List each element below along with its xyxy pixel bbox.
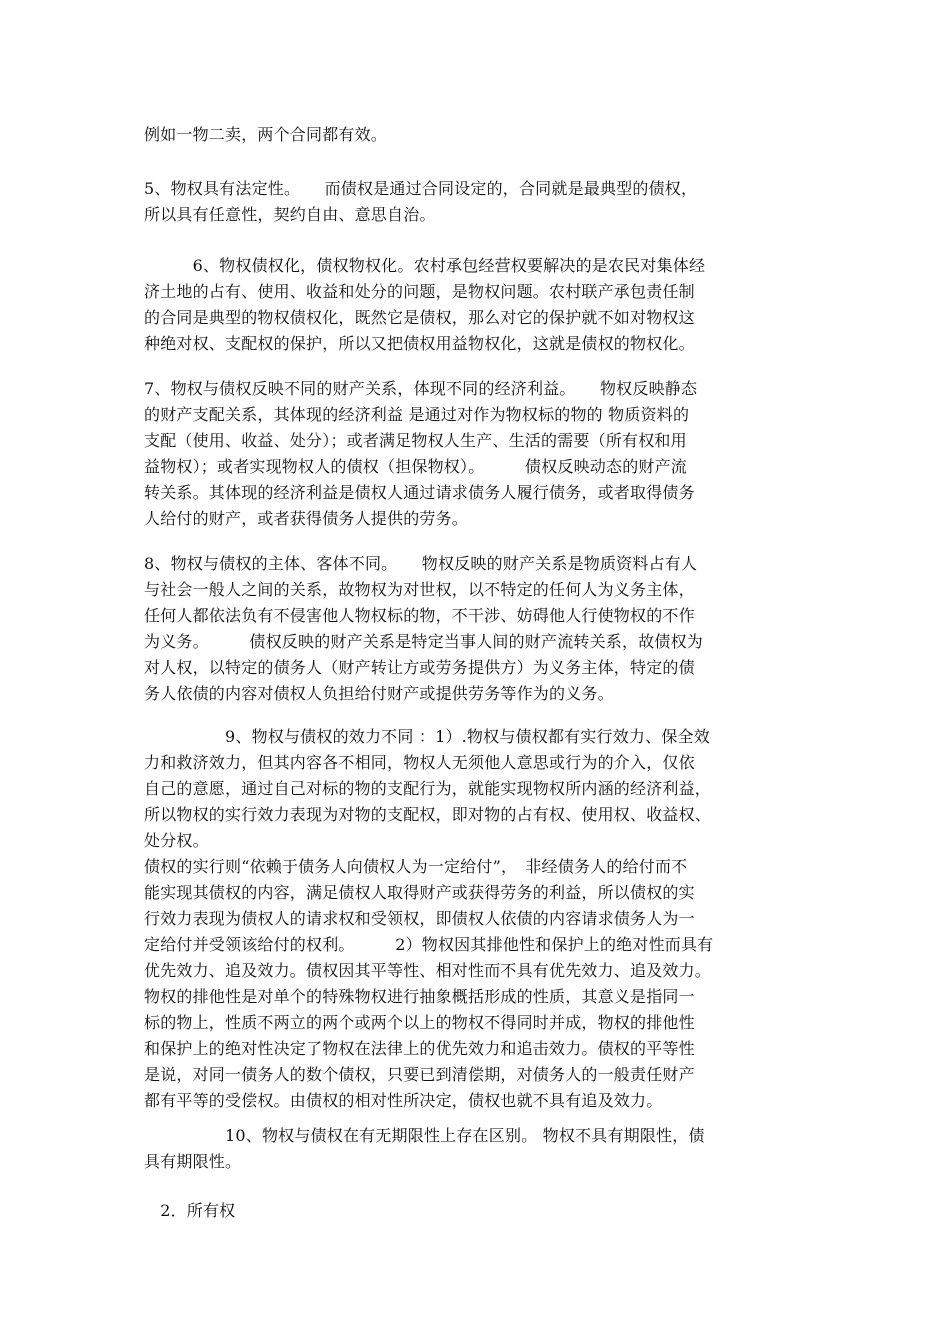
text-line: 具有期限性。 [144,1152,242,1171]
text-line: 转关系。其体现的经济利益是债权人通过请求债务人履行债务，或者取得债务 [144,483,695,502]
text-line: 力和救济效力，但其内容各不相同，物权人无须他人意思或行为的介入，仅依 [144,753,695,772]
text-line: 处分权。 [144,831,209,850]
text-line: 人给付的财产，或者获得债务人提供的劳务。 [144,509,469,528]
paragraph-5 [144,176,806,228]
text-line: 都有平等的受偿权。由债权的相对性所决定，债权也就不具有追及效力。 [144,1091,663,1110]
text-line: 行效力表现为债权人的请求权和受领权，即债权人依债的内容请求债务人为一 [144,909,695,928]
text-line: 7、物权与债权反映不同的财产关系，体现不同的经济利益。 物权反映静态 [144,379,698,398]
text-line: 是说，对同一债务人的数个债权，只要已到清偿期，对债务人的一般责任财产 [144,1065,695,1084]
text-line: 支配（使用、收益、处分）；或者满足物权人生产、生活的需要（所有权和用 [144,431,687,450]
paragraph-6 [144,253,806,357]
text-line: 与社会一般人之间的关系，故物权为对世权，以不特定的任何人为义务主体， [144,580,695,599]
text-line: 债权的实行则“依赖于债务人向债权人为一定给付”， 非经债务人的给付而不 [144,857,688,876]
text-line: 益物权）；或者实现物权人的债权（担保物权）。 债权反映动态的财产流 [144,457,688,476]
text-line: 物权的排他性是对单个的特殊物权进行抽象概括形成的性质，其意义是指同一 [144,987,695,1006]
text-line: 9、物权与债权的效力不同 ：1）.物权与债权都有实行效力、保全效 [144,727,710,746]
text-line: 所以具有任意性，契约自由、意思自治。 [144,205,436,224]
paragraph-7 [144,376,806,532]
text-line: 对人权，以特定的债务人（财产转让方或劳务提供方）为义务主体，特定的债 [144,658,695,677]
text-line: 5、物权具有法定性。 而债权是通过合同设定的，合同就是最典型的债权， [144,179,698,198]
text-line: 6、物权债权化，债权物权化。农村承包经营权要解决的是农民对集体经 [144,256,706,275]
text-line: 济土地的占有、使用、收益和处分的问题，是物权问题。农村联产承包责任制 [144,282,695,301]
text-line: 标的物上，性质不两立的两个或两个以上的物权不得同时并成，物权的排他性 [144,1013,695,1032]
text-line: 所以物权的实行效力表现为对物的支配权，即对物的占有权、使用权、收益权、 [144,805,712,824]
text-line: 2．所有权 [144,1201,236,1220]
text-line: 的财产支配关系，其体现的经济利益 是通过对作为物权标的物的 物质资料的 [144,405,690,424]
text-line: 10、物权与债权在有无期限性上存在区别。 物权不具有期限性，债 [144,1126,705,1145]
text-line: 种绝对权、支配权的保护，所以又把债权用益物权化，这就是债权的物权化。 [144,334,695,353]
text-line: 的合同是典型的物权债权化，既然它是债权，那么对它的保护就不如对物权这 [144,308,695,327]
paragraph-9 [144,724,806,1114]
paragraph-8 [144,551,806,707]
text-line: 务人依债的内容对债权人负担给付财产或提供劳务等作为的义务。 [144,684,614,703]
text-line: 和保护上的绝对性决定了物权在法律上的优先效力和追击效力。债权的平等性 [144,1039,695,1058]
text-line: 定给付并受领该给付的权利。 2）物权因其排他性和保护上的绝对性而具有 [144,935,714,954]
section-heading-ownership [144,1198,806,1224]
text-line: 能实现其债权的内容，满足债权人取得财产或获得劳务的利益，所以债权的实 [144,883,695,902]
paragraph-10 [144,1123,806,1175]
text-line: 自己的意愿，通过自己对标的物的支配行为，就能实现物权所内涵的经济利益， [144,779,712,798]
text-line: 8、物权与债权的主体、客体不同。 物权反映的财产关系是物质资料占有人 [144,554,698,573]
paragraph-example [144,122,806,148]
text-line: 为义务。 债权反映的财产关系是特定当事人间的财产流转关系，故债权为 [144,632,704,651]
text-line: 任何人都依法负有不侵害他人物权标的物，不干涉、妨碍他人行使物权的不作 [144,606,695,625]
text-line: 例如一物二卖，两个合同都有效。 [144,125,388,144]
text-line: 优先效力、追及效力。债权因其平等性、相对性而不具有优先效力、追及效力。 [144,961,712,980]
